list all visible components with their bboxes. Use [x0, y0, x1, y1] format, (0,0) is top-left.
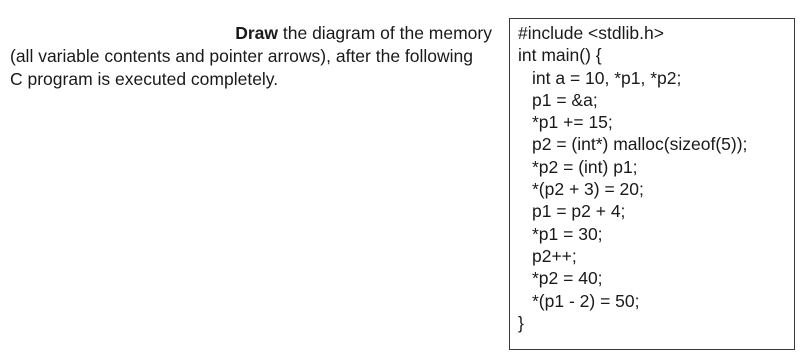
code-line: }	[518, 312, 524, 333]
code-listing	[518, 22, 747, 334]
question-line-1-rest: the diagram of the memory	[278, 23, 492, 43]
code-line: p2 = (int*) malloc(sizeof(5));	[532, 134, 748, 155]
code-line: int a = 10, *p1, *p2;	[532, 67, 682, 88]
code-line: *p1 += 15;	[532, 112, 613, 133]
question-line-3: C program is executed completely.	[10, 69, 279, 89]
code-line: p1 = &a;	[532, 89, 598, 110]
code-line: *p2 = 40;	[532, 268, 603, 289]
question-bold-word: Draw	[235, 23, 279, 43]
code-line: *(p2 + 3) = 20;	[532, 179, 644, 200]
code-line: p1 = p2 + 4;	[532, 201, 626, 222]
code-line: *p2 = (int) p1;	[532, 156, 638, 177]
code-line: #include <stdlib.h>	[518, 23, 664, 43]
question-line-1	[10, 22, 496, 45]
code-line: *p1 = 30;	[532, 223, 603, 244]
code-line: int main() {	[518, 45, 602, 66]
question-text	[10, 22, 496, 91]
question-line-2: (all variable contents and pointer arrows), after the following	[10, 46, 474, 66]
code-listing-box	[509, 18, 795, 350]
code-line: p2++;	[532, 245, 577, 266]
code-line: *(p1 - 2) = 50;	[532, 290, 640, 311]
